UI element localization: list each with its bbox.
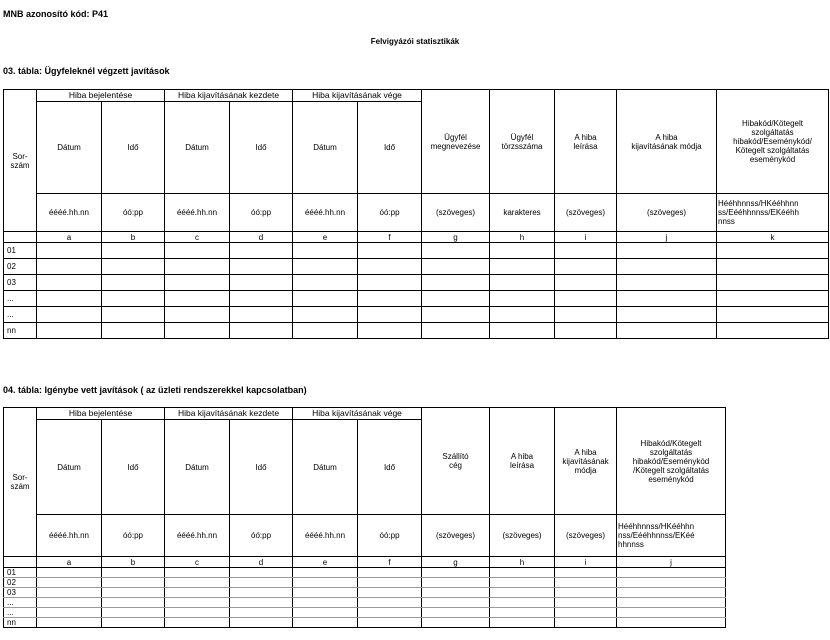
data-cell[interactable] xyxy=(422,323,490,339)
data-cell[interactable] xyxy=(230,568,293,578)
data-cell[interactable] xyxy=(358,598,422,608)
data-cell[interactable] xyxy=(102,291,165,307)
data-cell[interactable] xyxy=(490,291,555,307)
data-cell[interactable] xyxy=(490,568,555,578)
data-cell[interactable] xyxy=(422,598,490,608)
data-cell[interactable] xyxy=(102,243,165,259)
format-cell: éééé.hh.nn xyxy=(293,515,358,557)
column-header: A hiba leírása xyxy=(490,408,555,515)
data-cell[interactable] xyxy=(358,578,422,588)
data-cell[interactable] xyxy=(617,307,717,323)
group-header: Hiba bejelentése xyxy=(37,90,165,102)
data-cell[interactable] xyxy=(230,618,293,628)
format-cell: éééé.hh.nn xyxy=(165,194,230,232)
column-header: A hiba leírása xyxy=(555,90,617,194)
data-cell[interactable] xyxy=(490,275,555,291)
data-cell[interactable] xyxy=(37,608,102,618)
data-cell[interactable] xyxy=(555,618,617,628)
table-row xyxy=(4,568,726,578)
table04-caption: 04. tábla: Igénybe vett javítások ( az üzleti rendszerekkel kapcsolatban) xyxy=(3,385,307,395)
data-cell[interactable] xyxy=(102,323,165,339)
data-cell[interactable] xyxy=(617,323,717,339)
data-cell[interactable] xyxy=(358,588,422,598)
data-cell[interactable] xyxy=(490,307,555,323)
table-row xyxy=(4,618,726,628)
data-cell[interactable] xyxy=(422,618,490,628)
table-row xyxy=(4,291,829,307)
data-cell[interactable] xyxy=(717,323,829,339)
data-cell[interactable] xyxy=(422,578,490,588)
format-cell: éééé.hh.nn xyxy=(165,515,230,557)
row-number: nn xyxy=(4,323,37,339)
data-cell[interactable] xyxy=(102,608,165,618)
code-cell: d xyxy=(230,557,293,568)
data-cell[interactable] xyxy=(293,243,358,259)
row-number: 01 xyxy=(4,568,37,578)
format-cell: Hééhhnnss/HKééhhn nss/Eééhhnnss/EKéé hhnnss xyxy=(617,515,726,557)
data-cell[interactable] xyxy=(293,323,358,339)
sorszam-header: Sor- szám xyxy=(4,408,37,557)
format-cell: (szöveges) xyxy=(490,515,555,557)
format-cell: óó:pp xyxy=(230,515,293,557)
code-cell: j xyxy=(617,232,717,243)
data-cell[interactable] xyxy=(422,568,490,578)
column-header: Ügyfél törzsszáma xyxy=(490,90,555,194)
row-number: ... xyxy=(4,307,37,323)
row-number: 02 xyxy=(4,578,37,588)
group-header: Hiba kijavításának vége xyxy=(293,408,422,420)
data-cell[interactable] xyxy=(422,608,490,618)
column-header: Dátum xyxy=(293,102,358,194)
data-cell[interactable] xyxy=(422,243,490,259)
data-cell[interactable] xyxy=(165,588,230,598)
data-cell[interactable] xyxy=(230,259,293,275)
data-cell[interactable] xyxy=(102,578,165,588)
format-cell: éééé.hh.nn xyxy=(293,194,358,232)
code-cell: h xyxy=(490,232,555,243)
data-cell[interactable] xyxy=(717,275,829,291)
data-cell[interactable] xyxy=(37,588,102,598)
data-cell[interactable] xyxy=(293,578,358,588)
code-cell: j xyxy=(617,557,726,568)
code-cell: c xyxy=(165,557,230,568)
group-header: Hiba bejelentése xyxy=(37,408,165,420)
data-cell[interactable] xyxy=(617,291,717,307)
code-cell: e xyxy=(293,557,358,568)
data-cell[interactable] xyxy=(165,307,230,323)
data-cell[interactable] xyxy=(617,259,717,275)
row-number: 02 xyxy=(4,259,37,275)
code-cell: e xyxy=(293,232,358,243)
data-cell[interactable] xyxy=(617,618,726,628)
column-header: Dátum xyxy=(165,420,230,515)
table-row xyxy=(4,588,726,598)
data-cell[interactable] xyxy=(555,307,617,323)
data-cell[interactable] xyxy=(37,568,102,578)
table-row xyxy=(4,307,829,323)
code-cell: a xyxy=(37,232,102,243)
sorszam-header: Sor- szám xyxy=(4,90,37,232)
data-cell[interactable] xyxy=(293,275,358,291)
data-cell[interactable] xyxy=(422,259,490,275)
format-cell: (szöveges) xyxy=(422,515,490,557)
data-cell[interactable] xyxy=(37,323,102,339)
data-cell[interactable] xyxy=(617,243,717,259)
data-cell[interactable] xyxy=(165,568,230,578)
data-cell[interactable] xyxy=(717,243,829,259)
data-cell[interactable] xyxy=(37,618,102,628)
data-cell[interactable] xyxy=(293,259,358,275)
data-cell[interactable] xyxy=(165,291,230,307)
code-cell: g xyxy=(422,232,490,243)
data-cell[interactable] xyxy=(555,243,617,259)
group-header: Hiba kijavításának vége xyxy=(293,90,422,102)
column-header: A hiba kijavításának módja xyxy=(555,408,617,515)
data-cell[interactable] xyxy=(555,588,617,598)
data-cell[interactable] xyxy=(617,568,726,578)
data-cell[interactable] xyxy=(490,598,555,608)
table04 xyxy=(3,407,726,628)
data-cell[interactable] xyxy=(490,588,555,598)
mnb-code: MNB azonosító kód: P41 xyxy=(3,9,109,19)
format-cell: óó:pp xyxy=(358,515,422,557)
table03-caption: 03. tábla: Ügyfeleknél végzett javítások xyxy=(3,66,170,76)
code-cell: i xyxy=(555,557,617,568)
data-cell[interactable] xyxy=(37,259,102,275)
data-cell[interactable] xyxy=(717,291,829,307)
data-cell[interactable] xyxy=(358,275,422,291)
table-row xyxy=(4,259,829,275)
data-cell[interactable] xyxy=(165,243,230,259)
row-number: ... xyxy=(4,608,37,618)
data-cell[interactable] xyxy=(490,578,555,588)
code-cell xyxy=(4,232,37,243)
format-cell: (szöveges) xyxy=(555,515,617,557)
data-cell[interactable] xyxy=(358,608,422,618)
data-cell[interactable] xyxy=(617,578,726,588)
code-cell: i xyxy=(555,232,617,243)
row-number: ... xyxy=(4,291,37,307)
data-cell[interactable] xyxy=(293,598,358,608)
data-cell[interactable] xyxy=(230,307,293,323)
row-number: 03 xyxy=(4,588,37,598)
table-row xyxy=(4,598,726,608)
data-cell[interactable] xyxy=(358,323,422,339)
data-cell[interactable] xyxy=(230,275,293,291)
data-cell[interactable] xyxy=(358,307,422,323)
code-cell: k xyxy=(717,232,829,243)
data-cell[interactable] xyxy=(490,323,555,339)
code-cell: d xyxy=(230,232,293,243)
data-cell[interactable] xyxy=(617,588,726,598)
data-cell[interactable] xyxy=(490,243,555,259)
data-cell[interactable] xyxy=(422,275,490,291)
format-cell: óó:pp xyxy=(102,515,165,557)
data-cell[interactable] xyxy=(617,275,717,291)
column-header: Idő xyxy=(230,102,293,194)
data-cell[interactable] xyxy=(102,275,165,291)
data-cell[interactable] xyxy=(102,588,165,598)
code-cell: f xyxy=(358,232,422,243)
data-cell[interactable] xyxy=(358,243,422,259)
data-cell[interactable] xyxy=(293,608,358,618)
data-cell[interactable] xyxy=(165,618,230,628)
data-cell[interactable] xyxy=(165,578,230,588)
code-cell xyxy=(4,557,37,568)
column-header: Ügyfél megnevezése xyxy=(422,90,490,194)
data-cell[interactable] xyxy=(422,307,490,323)
data-cell[interactable] xyxy=(422,291,490,307)
data-cell[interactable] xyxy=(230,243,293,259)
column-header: Hibakód/Kötegelt szolgáltatás hibakód/Eseménykód/ Kötegelt szolgáltatás eseménykód xyxy=(717,90,829,194)
data-cell[interactable] xyxy=(102,598,165,608)
data-cell[interactable] xyxy=(358,568,422,578)
data-cell[interactable] xyxy=(37,307,102,323)
row-number: 01 xyxy=(4,243,37,259)
data-cell[interactable] xyxy=(230,598,293,608)
column-header: Dátum xyxy=(37,102,102,194)
data-cell[interactable] xyxy=(293,568,358,578)
format-cell: óó:pp xyxy=(230,194,293,232)
column-header: Dátum xyxy=(37,420,102,515)
data-cell[interactable] xyxy=(293,291,358,307)
code-cell: h xyxy=(490,557,555,568)
column-header: Idő xyxy=(102,420,165,515)
format-cell: Hééhhnnss/HKééhhnn ss/Eééhhnnss/EKééhh nnss xyxy=(717,194,829,232)
row-number: 03 xyxy=(4,275,37,291)
data-cell[interactable] xyxy=(490,259,555,275)
column-header: Dátum xyxy=(165,102,230,194)
data-cell[interactable] xyxy=(293,588,358,598)
format-cell: óó:pp xyxy=(358,194,422,232)
table-row xyxy=(4,323,829,339)
data-cell[interactable] xyxy=(555,598,617,608)
group-header: Hiba kijavításának kezdete xyxy=(165,90,293,102)
data-cell[interactable] xyxy=(102,568,165,578)
data-cell[interactable] xyxy=(555,578,617,588)
format-cell: óó:pp xyxy=(102,194,165,232)
column-header: Szállító cég xyxy=(422,408,490,515)
column-header: Idő xyxy=(102,102,165,194)
data-cell[interactable] xyxy=(102,618,165,628)
data-cell[interactable] xyxy=(555,323,617,339)
data-cell[interactable] xyxy=(717,259,829,275)
data-cell[interactable] xyxy=(230,323,293,339)
data-cell[interactable] xyxy=(617,598,726,608)
data-cell[interactable] xyxy=(37,275,102,291)
data-cell[interactable] xyxy=(555,608,617,618)
format-cell: éééé.hh.nn xyxy=(37,194,102,232)
format-cell: (szöveges) xyxy=(617,194,717,232)
data-cell[interactable] xyxy=(102,259,165,275)
code-cell: f xyxy=(358,557,422,568)
table-row xyxy=(4,243,829,259)
data-cell[interactable] xyxy=(230,578,293,588)
code-cell: c xyxy=(165,232,230,243)
data-cell[interactable] xyxy=(717,307,829,323)
data-cell[interactable] xyxy=(37,243,102,259)
data-cell[interactable] xyxy=(165,259,230,275)
data-cell[interactable] xyxy=(165,275,230,291)
table03 xyxy=(3,89,829,339)
code-cell: a xyxy=(37,557,102,568)
data-cell[interactable] xyxy=(555,291,617,307)
format-cell: (szöveges) xyxy=(422,194,490,232)
data-cell[interactable] xyxy=(358,291,422,307)
code-cell: g xyxy=(422,557,490,568)
data-cell[interactable] xyxy=(555,259,617,275)
table-row xyxy=(4,275,829,291)
data-cell[interactable] xyxy=(37,291,102,307)
data-cell[interactable] xyxy=(490,618,555,628)
data-cell[interactable] xyxy=(358,618,422,628)
table-row xyxy=(4,608,726,618)
data-cell[interactable] xyxy=(165,323,230,339)
format-cell: karakteres xyxy=(490,194,555,232)
data-cell[interactable] xyxy=(165,598,230,608)
column-header: A hiba kijavításának módja xyxy=(617,90,717,194)
data-cell[interactable] xyxy=(617,608,726,618)
data-cell[interactable] xyxy=(230,291,293,307)
data-cell[interactable] xyxy=(293,307,358,323)
group-header: Hiba kijavításának kezdete xyxy=(165,408,293,420)
code-cell: b xyxy=(102,232,165,243)
data-cell[interactable] xyxy=(37,578,102,588)
data-cell[interactable] xyxy=(555,568,617,578)
data-cell[interactable] xyxy=(37,598,102,608)
table-row xyxy=(4,578,726,588)
column-header: Dátum xyxy=(293,420,358,515)
column-header: Idő xyxy=(230,420,293,515)
data-cell[interactable] xyxy=(293,618,358,628)
data-cell[interactable] xyxy=(358,259,422,275)
format-cell: éééé.hh.nn xyxy=(37,515,102,557)
format-cell: (szöveges) xyxy=(555,194,617,232)
row-number: nn xyxy=(4,618,37,628)
data-cell[interactable] xyxy=(102,307,165,323)
column-header: Idő xyxy=(358,420,422,515)
code-cell: b xyxy=(102,557,165,568)
data-cell[interactable] xyxy=(230,608,293,618)
data-cell[interactable] xyxy=(490,608,555,618)
row-number: ... xyxy=(4,598,37,608)
column-header: Idő xyxy=(358,102,422,194)
page-title: Felvigyázói statisztikák xyxy=(370,37,460,46)
column-header: Hibakód/Kötegelt szolgáltatás hibakód/Eseménykód /Kötegelt szolgáltatás eseménykód xyxy=(617,408,726,515)
data-cell[interactable] xyxy=(422,588,490,598)
data-cell[interactable] xyxy=(555,275,617,291)
data-cell[interactable] xyxy=(230,588,293,598)
data-cell[interactable] xyxy=(165,608,230,618)
